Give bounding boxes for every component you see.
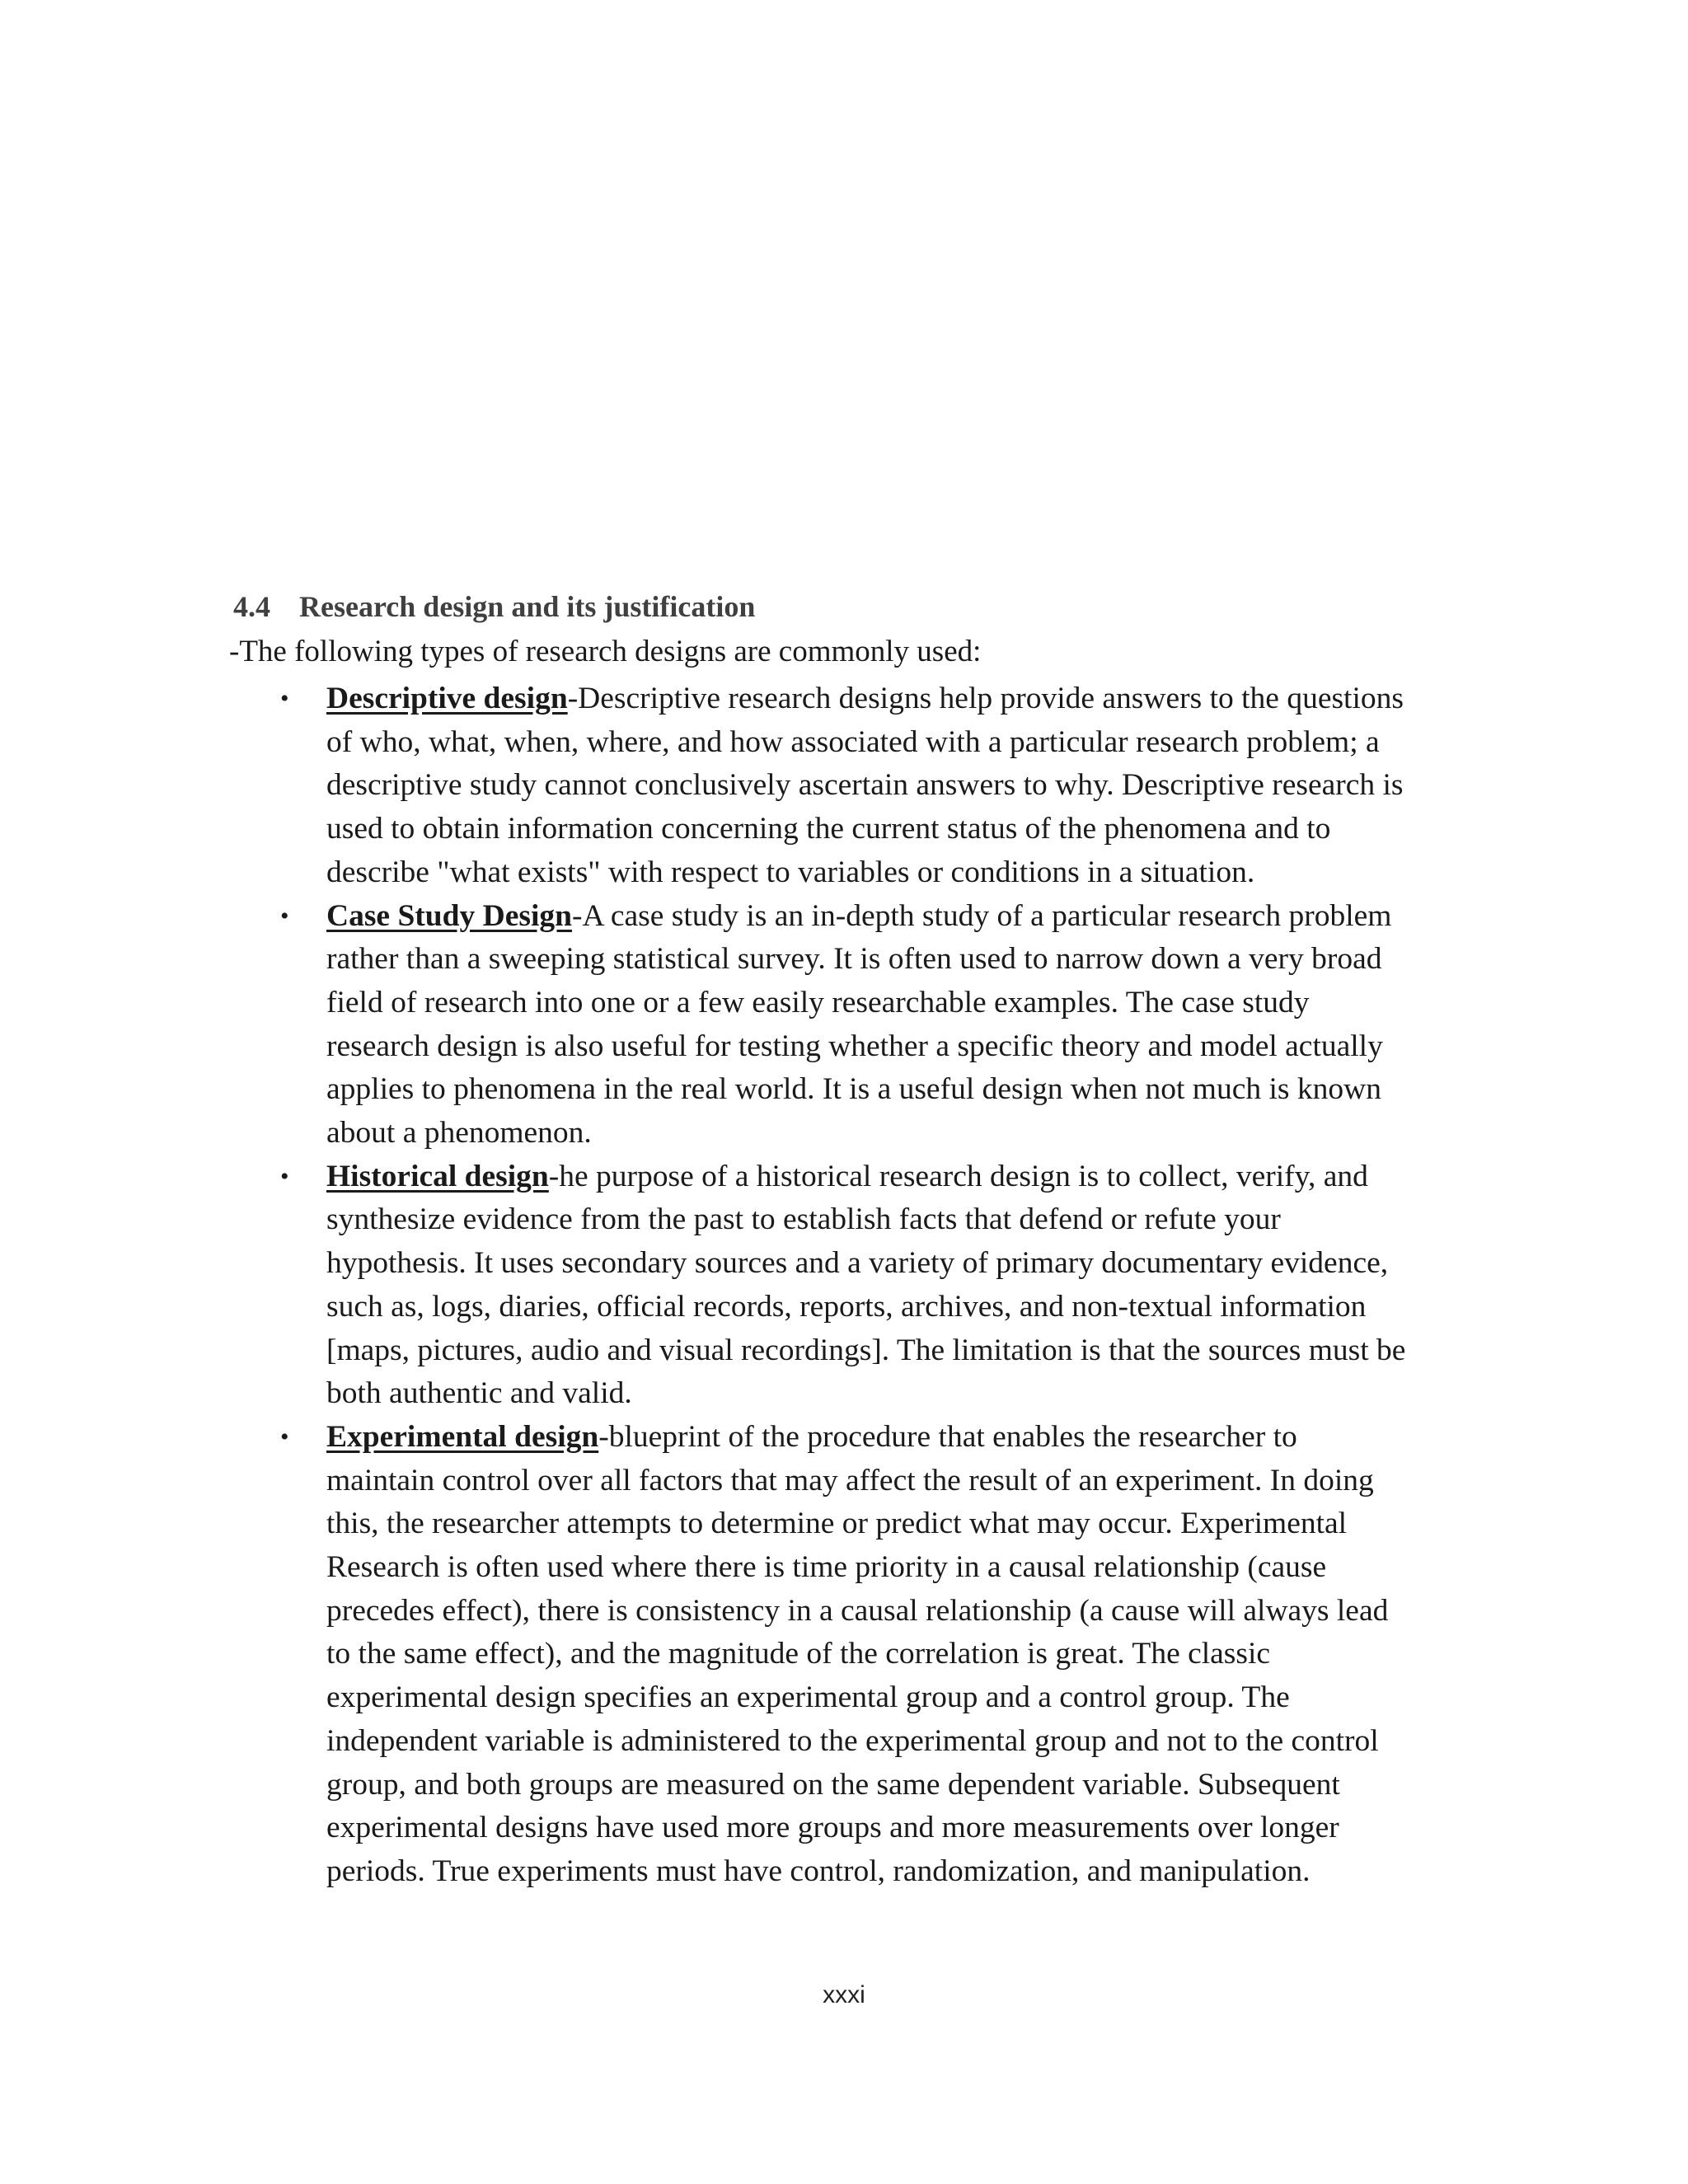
term-label: Case Study Design bbox=[326, 898, 572, 933]
list-item-historical-design bbox=[280, 1155, 1489, 1416]
item-line: -blueprint of the procedure that enables the researcher to bbox=[598, 1419, 1297, 1454]
item-line: -Descriptive research designs help provide answers to the questions bbox=[567, 682, 1404, 715]
item-line: descriptive study cannot conclusively ascertain answers to why. Descriptive research is bbox=[326, 768, 1404, 803]
section-number: 4.4 bbox=[233, 590, 270, 623]
item-line: group, and both groups are measured on the same dependent variable. Subsequent bbox=[326, 1767, 1340, 1802]
item-line: experimental design specifies an experimental group and a control group. The bbox=[326, 1680, 1290, 1715]
item-line: to the same effect), and the magnitude of the correlation is great. The classic bbox=[326, 1637, 1271, 1671]
item-line: research design is also useful for testing whether a specific theory and model actually bbox=[326, 1029, 1383, 1063]
item-line: applies to phenomena in the real world. It is a useful design when not much is known bbox=[326, 1072, 1381, 1107]
term-label: Descriptive design bbox=[326, 682, 568, 715]
bullet-icon: • bbox=[280, 902, 289, 930]
item-line: maintain control over all factors that may affect the result of an experiment. In doing bbox=[326, 1463, 1374, 1497]
item-line: -A case study is an in-depth study of a particular research problem bbox=[571, 898, 1392, 933]
list-item-descriptive-design bbox=[280, 677, 1489, 895]
bullet-icon: • bbox=[280, 685, 289, 712]
item-line: periods. True experiments must have control, randomization, and manipulation. bbox=[326, 1854, 1311, 1888]
design-type-list bbox=[0, 677, 1688, 1894]
list-item-experimental-design bbox=[280, 1416, 1489, 1894]
term-label: Experimental design bbox=[326, 1419, 599, 1454]
item-line: Research is often used where there is time priority in a causal relationship (cause bbox=[326, 1550, 1327, 1585]
item-line: about a phenomenon. bbox=[326, 1116, 592, 1151]
item-line: both authentic and valid. bbox=[326, 1376, 632, 1411]
item-line: experimental designs have used more groups and more measurements over longer bbox=[326, 1811, 1339, 1845]
item-line: [maps, pictures, audio and visual recordings]. The limitation is that the sources must be bbox=[326, 1333, 1406, 1367]
page-number: xxxi bbox=[823, 1981, 865, 2008]
item-line: hypothesis. It uses secondary sources and a variety of primary documentary evidence, bbox=[326, 1246, 1389, 1281]
item-line: used to obtain information concerning the current status of the phenomena and to bbox=[326, 812, 1331, 846]
bullet-icon: • bbox=[280, 1422, 289, 1451]
item-first-line bbox=[326, 895, 1489, 939]
item-first-line bbox=[326, 1155, 1489, 1199]
intro-text: -The following types of research designs are commonly used: bbox=[229, 635, 982, 668]
item-line: such as, logs, diaries, official records, reports, archives, and non-textual information bbox=[326, 1289, 1367, 1324]
list-item-case-study-design bbox=[280, 895, 1489, 1155]
section-heading bbox=[233, 587, 755, 626]
item-line: independent variable is administered to the experimental group and not to the control bbox=[326, 1723, 1379, 1758]
item-line: this, the researcher attempts to determine or predict what may occur. Experimental bbox=[326, 1507, 1348, 1541]
item-line: precedes effect), there is consistency in a causal relationship (a cause will always lead bbox=[326, 1593, 1389, 1628]
item-line: synthesize evidence from the past to establish facts that defend or refute your bbox=[326, 1202, 1281, 1237]
item-line: rather than a sweeping statistical survey. It is often used to narrow down a very broad bbox=[326, 942, 1382, 977]
bullet-icon: • bbox=[280, 1162, 289, 1190]
item-first-line bbox=[326, 1416, 1489, 1460]
item-line: describe "what exists" with respect to variables or conditions in a situation. bbox=[326, 855, 1255, 889]
item-line: of who, what, when, where, and how associated with a particular research problem; a bbox=[326, 724, 1380, 759]
item-line: field of research into one or a few easily researchable examples. The case study bbox=[326, 985, 1310, 1019]
section-title: Research design and its justification bbox=[299, 590, 756, 623]
item-first-line bbox=[326, 677, 1489, 721]
term-label: Historical design bbox=[326, 1159, 549, 1193]
item-line: -he purpose of a historical research design is to collect, verify, and bbox=[548, 1159, 1368, 1193]
